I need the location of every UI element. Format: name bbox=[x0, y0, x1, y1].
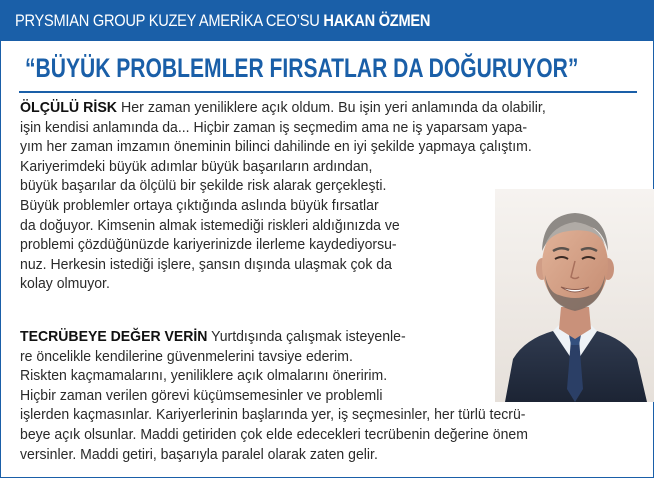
header-kicker bbox=[15, 11, 430, 31]
text-line: da doğuyor. Kimsenin almak istemediği riskleri aldığınızda ve bbox=[20, 217, 400, 234]
section-lead: ÖLÇÜLÜ RİSK bbox=[20, 100, 118, 116]
text-line: kolay olmuyor. bbox=[20, 276, 110, 293]
text-line: yım her zaman imzamın öneminin bilinci dahilinde en iyi şekilde yapmaya çalıştım. bbox=[20, 139, 532, 156]
text-line bbox=[20, 99, 546, 119]
text-line: Büyük problemler ortaya çıktığında aslında büyük fırsatlar bbox=[20, 197, 379, 214]
line-text: Her zaman yeniliklere açık oldum. Bu işin yeri anlamında da olabilir, bbox=[117, 100, 546, 116]
text-line: versinler. Maddi getiri, başarıyla paralel olarak zaten gelir. bbox=[20, 446, 378, 463]
text-line bbox=[20, 328, 528, 348]
text-line: Riskten kaçmamalarını, yeniliklere açık olmalarını öneririm. bbox=[20, 368, 388, 385]
header-bar bbox=[1, 1, 653, 41]
headline-divider bbox=[19, 91, 637, 93]
text-line: işlerden kaçmasınlar. Kariyerlerinin başlarında yer, iş seçmesinler, her türlü tecrü- bbox=[20, 407, 526, 424]
section-lead: TECRÜBEYE DEĞER VERİN bbox=[20, 329, 208, 345]
text-line: nuz. Herkesin istediği işlere, şansın dışında ulaşmak çok da bbox=[20, 256, 392, 273]
text-line: problemi çözdüğünüzde kariyerinizde ilerleme kaydediyorsu- bbox=[20, 237, 397, 254]
text-line: işin kendisi anlamında da... Hiçbir zaman iş seçmedim ama ne iş yaparsam yapa- bbox=[20, 119, 528, 136]
line-text: Yurtdışında çalışmak isteyenle- bbox=[207, 329, 406, 345]
header-kicker-name: HAKAN ÖZMEN bbox=[323, 11, 431, 30]
section-tecrubeye-deger-verin bbox=[20, 328, 555, 465]
header-kicker-text: PRYSMIAN GROUP KUZEY AMERİKA CEO’SU bbox=[15, 11, 320, 30]
text-line: büyük başarılar da ölçülü bir şekilde risk alarak gerçekleşti. bbox=[20, 178, 387, 195]
headline: “BÜYÜK PROBLEMLER FIRSATLAR DA DOĞURUYOR” bbox=[25, 53, 579, 83]
text-line: beye açık olsunlar. Maddi getiriden çok elde edecekleri tecrübenin değerine önem bbox=[20, 426, 528, 443]
text-line: Kariyerimdeki büyük adımlar büyük başarıların ardından, bbox=[20, 158, 373, 175]
section-olculu-risk bbox=[20, 99, 568, 295]
text-line: Hiçbir zaman verilen görevi küçümsemesinler ve problemli bbox=[20, 387, 383, 404]
text-line: re öncelikle kendilerine güvenmelerini tavsiye ederim. bbox=[20, 348, 353, 365]
